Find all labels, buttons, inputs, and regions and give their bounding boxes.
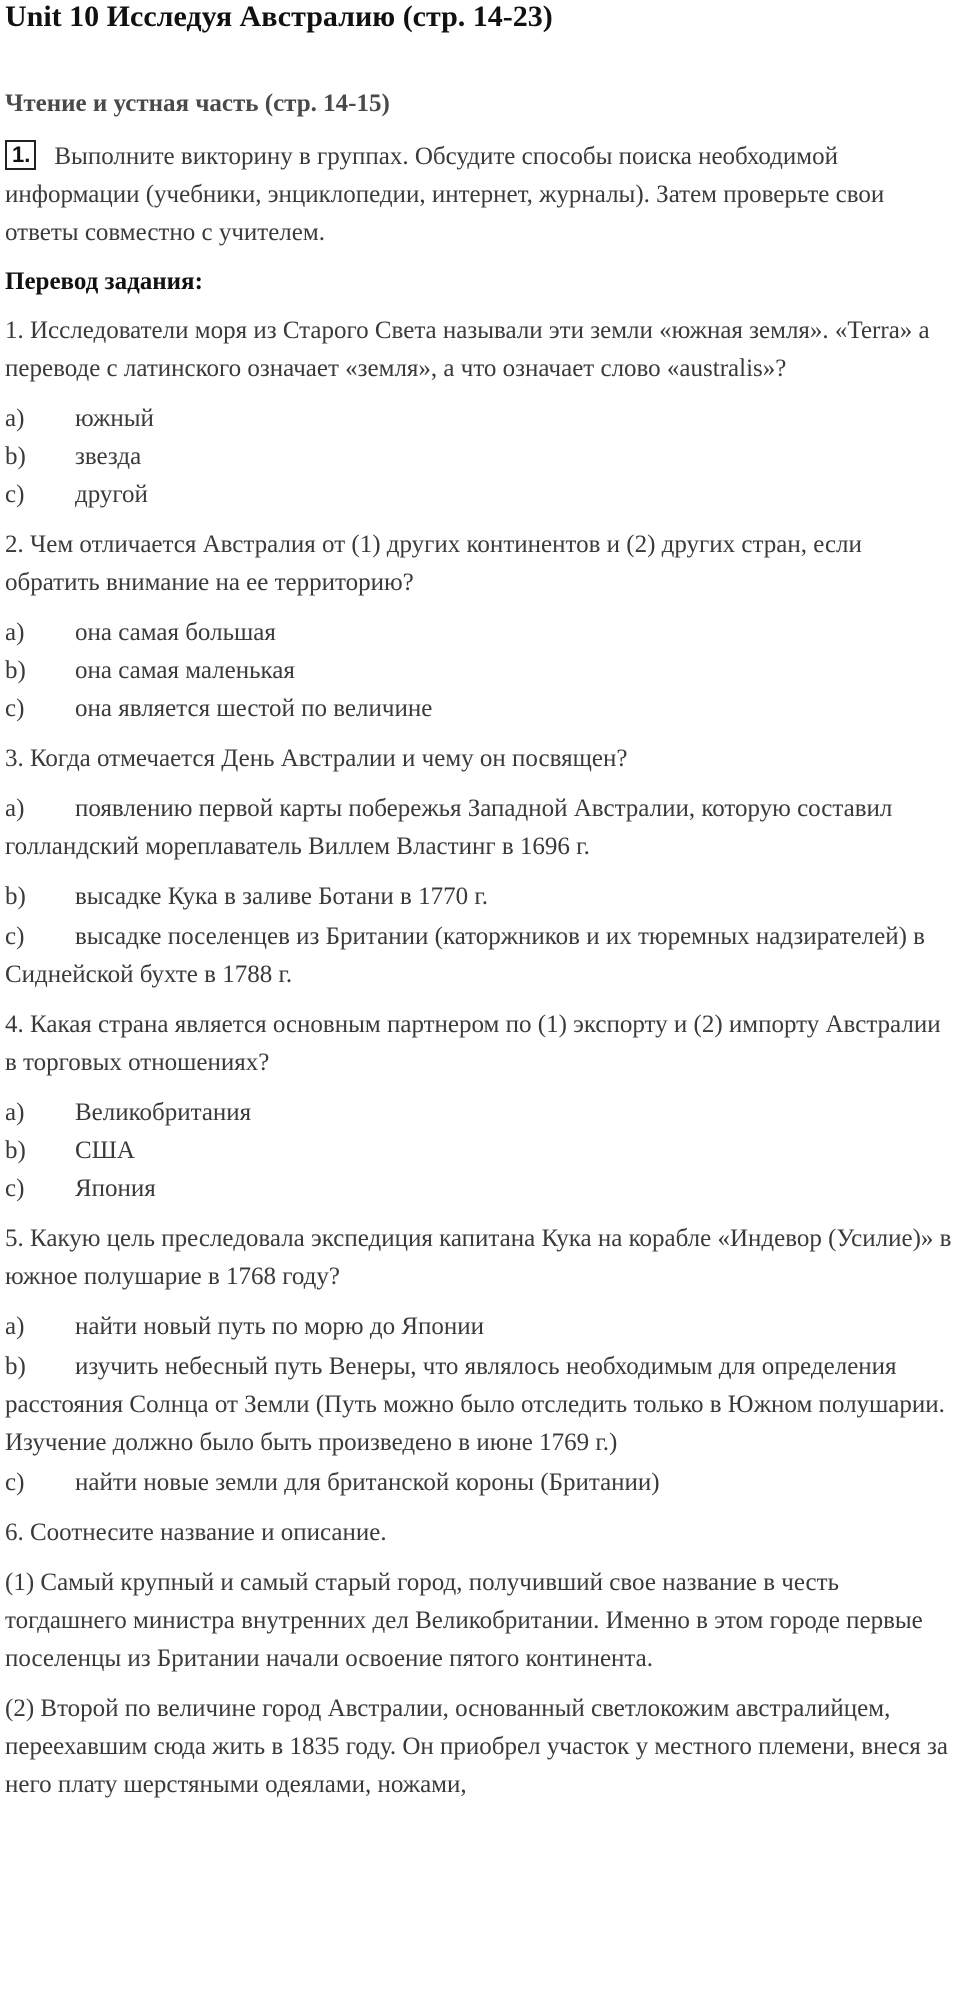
option-item: b) США [5, 1137, 135, 1164]
question-6: 6. Соотнесите название и описание. [5, 1519, 387, 1546]
option-item: a) появлению первой карты побережья Западной Австралии, которую составил голландский мореплаватель Виллем Властинг в 1696 г. [5, 795, 893, 860]
question-5: 5. Какую цель преследовала экспедиция капитана Кука на корабле «Индевор (Усилие)» в южное полушарие в 1768 году? [5, 1225, 952, 1290]
translation-heading: Перевод задания: [5, 268, 203, 295]
option-item: a) Великобритания [5, 1099, 252, 1126]
description-1: (1) Самый крупный и самый старый город, получивший свое название в честь тогдашнего министра внутренних дел Великобритании. Именно в этом городе первые поселенцы из Британии начали освоение пятого континента. [5, 1569, 923, 1672]
option-item: a) найти новый путь по морю до Японии [5, 1313, 485, 1340]
option-item: b) она самая маленькая [5, 657, 295, 684]
option-item: b) изучить небесный путь Венеры, что являлось необходимым для определения расстояния Солнца от Земли (Путь можно было отследить только в Южном полушарии. Изучение должно было быть произведено в июне 1769 г.) [5, 1353, 945, 1456]
page-title: Unit 10 Исследуя Австралию (стр. 14-23) [5, 0, 553, 33]
question-1: 1. Исследователи моря из Старого Света называли эти земли «южная земля». «Terra» а переводе с латинского означает «земля», а что означает слово «australis»? [5, 317, 930, 382]
question-3: 3. Когда отмечается День Австралии и чему он посвящен? [5, 745, 628, 772]
option-item: c) она является шестой по величине [5, 695, 433, 722]
option-item: a) южный [5, 405, 154, 432]
option-item: c) высадке поселенцев из Британии (каторжников и их тюремных надзирателей) в Сиднейской бухте в 1788 г. [5, 923, 925, 988]
question-4: 4. Какая страна является основным партнером по (1) экспорту и (2) импорту Австралии в торговых отношениях? [5, 1011, 941, 1076]
question-1-options [5, 400, 954, 514]
task-number-badge: 1. [5, 140, 36, 170]
description-2: (2) Второй по величине город Австралии, основанный светлокожим австралийцем, переехавшим сюда жить в 1835 году. Он приобрел участок у местного племени, внеся за него плату шерстяными одеялами, ножами, [5, 1695, 948, 1798]
option-item: b) звезда [5, 443, 142, 470]
option-item: c) другой [5, 481, 148, 508]
question-2-options [5, 614, 954, 728]
task-instruction [5, 138, 954, 252]
option-item: c) найти новые земли для британской короны (Британии) [5, 1469, 660, 1496]
option-item: c) Япония [5, 1175, 156, 1202]
task-text: Выполните викторину в группах. Обсудите способы поиска необходимой информации (учебники, энциклопедии, интернет, журналы). Затем проверьте свои ответы совместно с учителем. [5, 143, 885, 246]
question-2: 2. Чем отличается Австралия от (1) других континентов и (2) других стран, если обратить внимание на ее территорию? [5, 531, 862, 596]
option-item: a) она самая большая [5, 619, 276, 646]
section-heading: Чтение и устная часть (стр. 14-15) [5, 90, 390, 117]
option-item: b) высадке Кука в заливе Ботани в 1770 г. [5, 883, 489, 910]
question-4-options [5, 1094, 954, 1208]
